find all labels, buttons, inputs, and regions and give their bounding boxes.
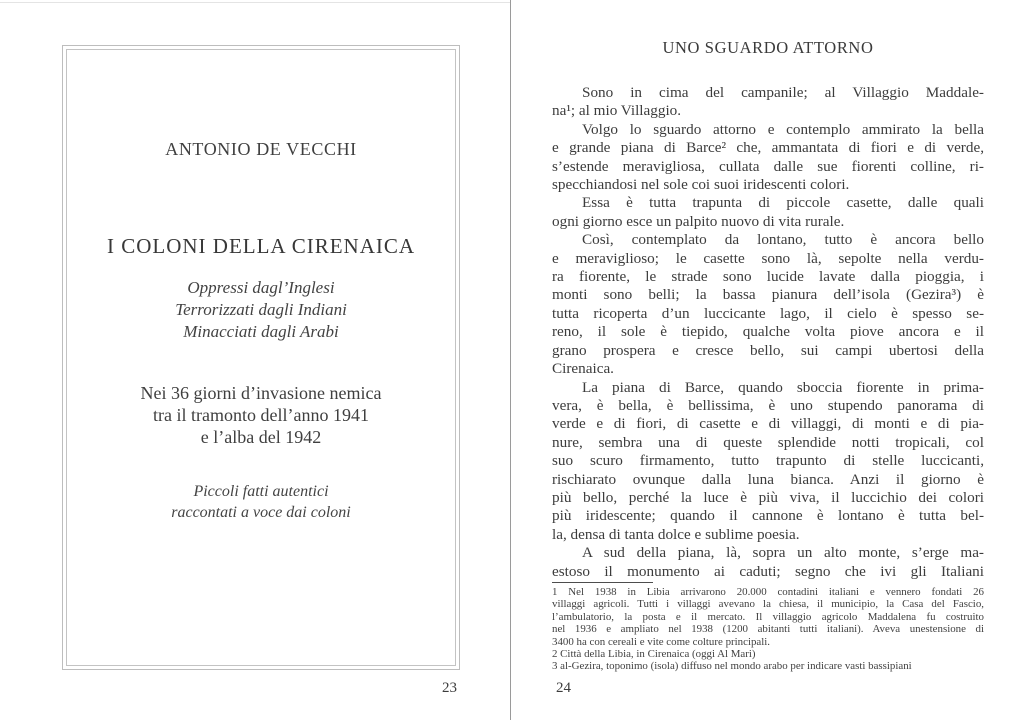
body-text [552, 84, 984, 581]
epigraph-line: Minacciati dagli Arabi [183, 322, 339, 341]
body-text-line: vera, è bella, è bellissima, è uno stupendo panorama di [552, 396, 984, 414]
body-text-line: na¹; al mio Villaggio. [552, 102, 682, 120]
epigraph-line: Oppressi dagl’Inglesi [187, 278, 335, 297]
footnote-line: 1 Nel 1938 in Libia arrivarono 20.000 contadini italiani e vennero fondati 26 [552, 586, 984, 598]
body-text-line: e grande piana di Barce² che, ammantata di fiori e di verde, [552, 139, 984, 157]
body-text-line: suo scuro firmamento, tutto trapunto di stelle luccicanti, [552, 452, 984, 470]
page-number-left: 23 [442, 680, 457, 696]
body-text-line: estoso il monumento ai caduti; segno che ivi gli Italiani [552, 562, 984, 580]
book-note [62, 481, 460, 523]
footnote-line: l’ambulatorio, la posta e il mercato. Il villaggio agricolo Maddalena fu costruito [552, 610, 984, 623]
body-text-line: tutta ricoperta d’un luccicante lago, il cielo è spesso se- [552, 304, 984, 322]
dates-line: e l’alba del 1942 [200, 427, 322, 447]
footnote-line: villaggi agricoli. Tutti i villaggi avevano la chiesa, il municipio, la Casa del Fascio, [552, 598, 984, 611]
right-page [552, 0, 984, 720]
body-text-line: A sud della piana, là, sopra un alto monte, s’erge ma- [582, 544, 984, 562]
body-text-line: Così, contemplato da lontano, tutto è ancora bello [582, 231, 984, 249]
body-text-line: nure, sembra una di queste splendide notti tropicali, col [552, 433, 984, 451]
body-text-line: più bello, perché la luce è più viva, il luccichio dei colori [552, 488, 984, 506]
body-text-line: Sono in cima del campanile; al Villaggio Maddale- [582, 84, 984, 101]
body-text-line: la, densa di tanta dolce e sublime poesia. [552, 525, 800, 543]
body-text-line: ogni giorno esce un palpito nuovo di vita rurale. [552, 212, 845, 230]
footnote-line: 2 Città della Libia, in Cirenaica (oggi Al Mari) [552, 648, 756, 661]
body-text-line: specchiandosi nel sole coi suoi iridescenti colori. [552, 176, 850, 194]
chapter-title: UNO SGUARDO ATTORNO [662, 38, 874, 57]
dates-line: tra il tramonto dell’anno 1941 [153, 405, 369, 425]
dates-line: Nei 36 giorni d’invasione nemica [140, 383, 382, 403]
body-text-line: La piana di Barce, quando sboccia fiorente in prima- [582, 378, 984, 396]
note-line: Piccoli fatti autentici [193, 483, 329, 500]
body-text-line: verde e di fiori, di casette e di villaggi, di monti e di pia- [552, 415, 984, 433]
note-line: raccontati a voce dai coloni [171, 504, 351, 521]
book-title: I COLONI DELLA CIRENAICA [106, 234, 416, 258]
body-text-line: grano prospera e cresce bello, sui campi ubertosi della [552, 341, 984, 359]
body-text-line: Volgo lo sguardo attorno e contemplo ammirato la bella [582, 120, 984, 138]
book-subtitle-dates [62, 382, 460, 448]
body-text-line: reno, il sole è tiepido, qualche volta piove ancora e il [552, 323, 984, 341]
footnote-separator [552, 582, 653, 583]
book-epigraph [62, 277, 460, 343]
footnotes [552, 586, 984, 673]
epigraph-line: Terrorizzati dagli Indiani [175, 300, 347, 319]
footnote-line: 3 al-Gezira, toponimo (isola) diffuso nel mondo arabo per indicare vasti bassipiani [552, 660, 912, 673]
body-text-line: e meraviglioso; le casette sono là, sepolte nella verdu- [552, 249, 984, 267]
book-author: ANTONIO DE VECCHI [165, 139, 357, 159]
body-text-line: rischiarato ovunque dalla luna bianca. Anzi il giorno è [552, 470, 984, 488]
body-text-line: Cirenaica. [552, 360, 614, 378]
body-text-line: più iridescente; quando il cannone è lontano è tutta bel- [552, 507, 984, 525]
body-text-line: ra fiorente, le strade sono lucide lavate dalla pioggia, i [552, 268, 984, 286]
body-text-line: monti sono belli; la bassa pianura dell’isola (Gezira³) è [552, 286, 984, 304]
body-text-line: Essa è tutta trapunta di piccole casette, dalle quali [582, 194, 984, 212]
body-text-line: s’estende meravigliosa, cullata dalle sue fiorenti colline, ri- [552, 157, 984, 175]
page-number-right: 24 [556, 680, 571, 696]
footnote-line: 3400 ha con cereali e vite come colture principali. [552, 635, 771, 648]
footnote-line: nel 1936 e ampliato nel 1938 (1200 abitanti tutti italiani). Aveva unestensione di [552, 623, 984, 636]
